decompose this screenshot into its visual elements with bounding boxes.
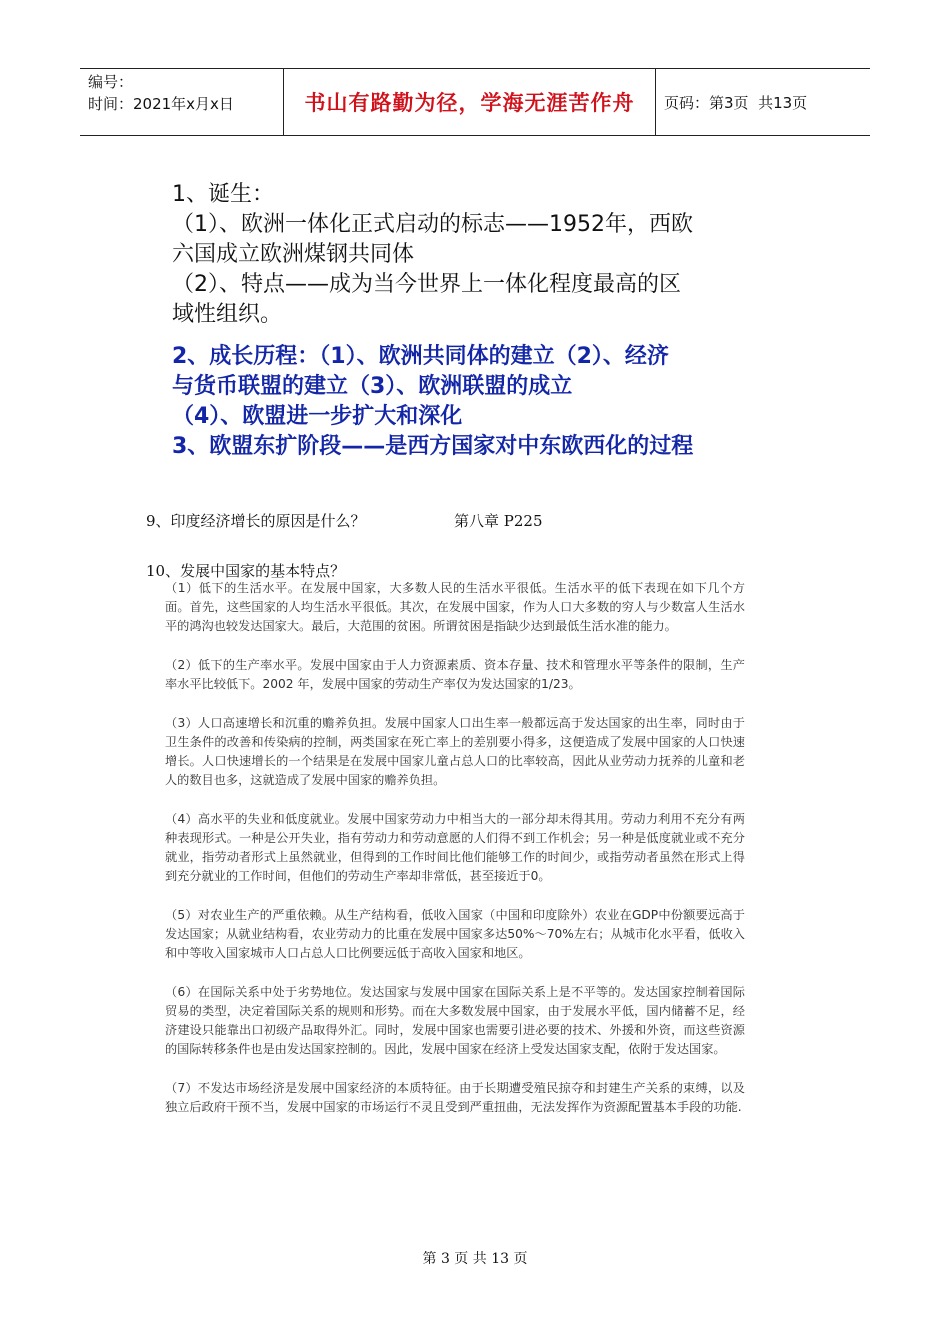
slide-line: 1、诞生： xyxy=(172,182,274,207)
doc-number-label: 编号： xyxy=(88,73,134,91)
header-motto: 书山有路勤为径，学海无涯苦作舟 xyxy=(283,69,656,135)
page-info-text: 页码：第3页 共13页 xyxy=(664,93,808,112)
answer-body xyxy=(165,579,745,1137)
answer-paragraph: （2）低下的生产率水平。发展中国家由于人力资源素质、资本存量、技术和管理水平等条件的限制，生产率水平比较低下。2002 年，发展中国家的劳动生产率仅为发达国家的1/23。 xyxy=(165,658,745,691)
answer-paragraph: （3）人口高速增长和沉重的赡养负担。发展中国家人口出生率一般都远高于发达国家的出生率，同时由于卫生条件的改善和传染病的控制，两类国家在死亡率上的差别要小得多，这便造成了发展中国家的人口快速增长。人口快速增长的一个结果是在发展中国家儿童占总人口的比率较高，因此从业劳动力抚养的儿童和老人的数目也多，这就造成了发展中国家的赡养负担。 xyxy=(165,716,745,787)
question-9-reference: 第八章 P225 xyxy=(454,512,543,530)
header-meta xyxy=(80,69,283,135)
doc-time-label: 时间：2021年x月x日 xyxy=(88,95,234,113)
question-9 xyxy=(146,510,543,531)
question-10: 10、发展中国家的基本特点？ xyxy=(146,562,346,580)
slide-line: 六国成立欧洲煤钢共同体 xyxy=(172,242,415,267)
page-header xyxy=(80,68,870,136)
slide-line: 2、成长历程：（1）、欧洲共同体的建立（2）、经济 xyxy=(172,344,669,369)
slide-line: 域性组织。 xyxy=(172,302,283,327)
question-9-text: 9、印度经济增长的原因是什么？ xyxy=(146,512,366,530)
slide-line: （2）、特点——成为当今世界上一体化程度最高的区 xyxy=(172,272,681,297)
answer-paragraph: （1）低下的生活水平。在发展中国家，大多数人民的生活水平很低。生活水平的低下表现在如下几个方面。首先，这些国家的人均生活水平很低。其次，在发展中国家，作为人口大多数的穷人与少数富人生活水平的鸿沟也较发达国家大。最后，大范围的贫困。所谓贫困是指缺少达到最低生活水准的能力。 xyxy=(165,581,745,633)
slide-line: 3、欧盟东扩阶段——是西方国家对中东欧西化的过程 xyxy=(172,434,694,459)
slide-line: 与货币联盟的建立（3）、欧洲联盟的成立 xyxy=(172,374,573,399)
slide-image-text xyxy=(172,180,772,462)
slide-line: （4）、欧盟进一步扩大和深化 xyxy=(172,404,463,429)
answer-paragraph: （5）对农业生产的严重依赖。从生产结构看，低收入国家（中国和印度除外）农业在GDP中份额要远高于发达国家；从就业结构看，农业劳动力的比重在发展中国家多达50%～70%左右；从城市化水平看，低收入和中等收入国家城市人口占总人口比例要远低于高收入国家和地区。 xyxy=(165,908,745,960)
slide-line: （1）、欧洲一体化正式启动的标志——1952年，西欧 xyxy=(172,212,693,237)
answer-paragraph: （7）不发达市场经济是发展中国家经济的本质特征。由于长期遭受殖民掠夺和封建生产关系的束缚，以及独立后政府干预不当，发展中国家的市场运行不灵且受到严重扭曲，无法发挥作为资源配置基本手段的功能. xyxy=(165,1081,745,1114)
header-page-info xyxy=(656,69,870,135)
page-footer: 第 3 页 共 13 页 xyxy=(422,1251,528,1267)
answer-paragraph: （4）高水平的失业和低度就业。发展中国家劳动力中相当大的一部分却未得其用。劳动力利用不充分有两种表现形式。一种是公开失业，指有劳动力和劳动意愿的人们得不到工作机会；另一种是低度就业或不充分就业，指劳动者形式上虽然就业，但得到的工作时间比他们能够工作的时间少，或指劳动者虽然在形式上得到充分就业的工作时间，但他们的劳动生产率却非常低，甚至接近于0。 xyxy=(165,812,745,883)
answer-paragraph: （6）在国际关系中处于劣势地位。发达国家与发展中国家在国际关系上是不平等的。发达国家控制着国际贸易的类型，决定着国际关系的规则和形势。而在大多数发展中国家，由于发展水平低，国内储蓄不足，经济建设只能靠出口初级产品取得外汇。同时，发展中国家也需要引进必要的技术、外援和外资，而这些资源的国际转移条件也是由发达国家控制的。因此，发展中国家在经济上受发达国家支配，依附于发达国家。 xyxy=(165,985,745,1056)
